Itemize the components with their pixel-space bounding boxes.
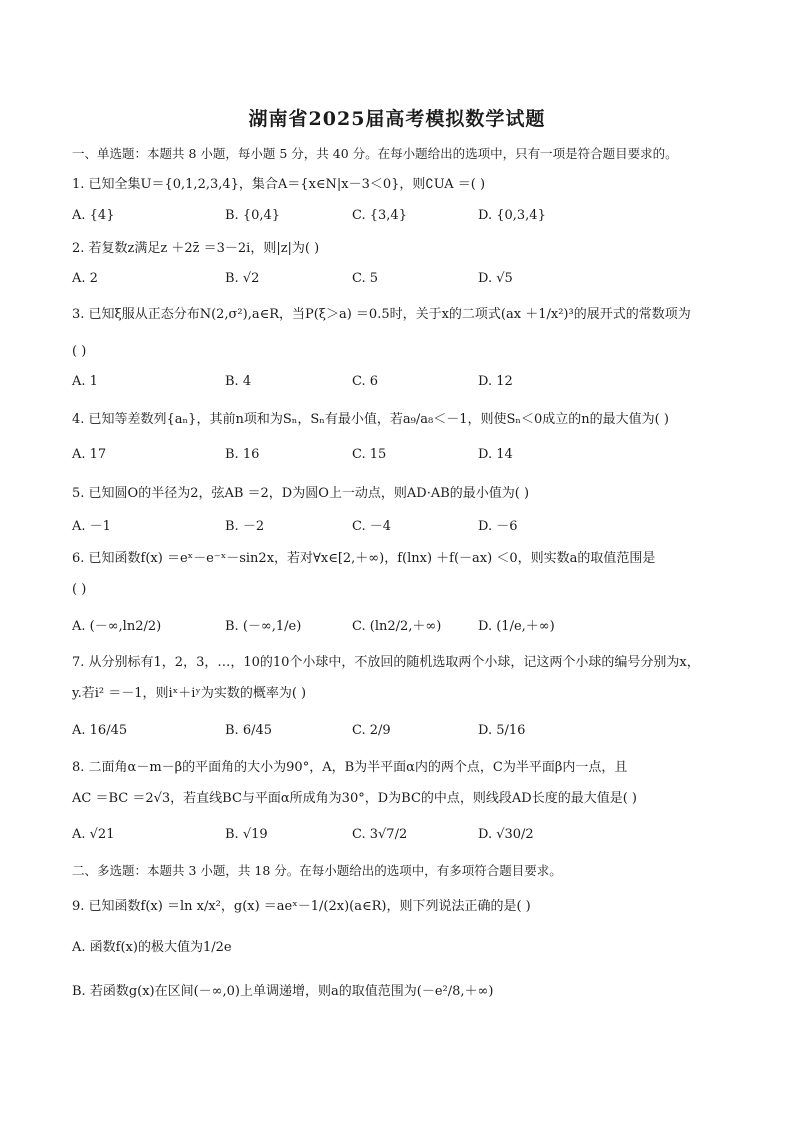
question-5-option-b: B. －2: [225, 519, 265, 534]
question-5-stem: 5. 已知圆O的半径为2，弦AB ＝2，D为圆O上一动点，则AD·AB的最小值为( ): [72, 486, 530, 501]
question-7-option-a: A. 16/45: [72, 723, 128, 738]
question-6-option-b: B. (－∞,1/e): [225, 619, 302, 634]
question-6-option-a: A. (－∞,ln2/2): [72, 619, 162, 634]
question-4-option-c: C. 15: [352, 447, 387, 462]
question-2-option-d: D. √5: [478, 271, 513, 286]
question-6-option-c: C. (ln2/2,＋∞): [352, 619, 442, 634]
question-3-option-b: B. 4: [225, 374, 252, 389]
question-1-option-c: C. {3,4}: [352, 208, 407, 223]
section-header-multiple-choice: 二、多选题：本题共 3 小题，共 18 分。在每小题给出的选项中，有多项符合题目要求。: [72, 863, 562, 878]
question-4-stem: 4. 已知等差数列{aₙ}，其前n项和为Sₙ，Sₙ有最小值，若a₉/a₈＜－1，则使Sₙ＜0成立的n的最大值为( ): [72, 412, 669, 427]
question-2-stem: 2. 若复数z满足z ＋2z̄ ＝3－2i，则|z|为( ): [72, 241, 320, 256]
page-title: 湖南省2025届高考模拟数学试题: [248, 108, 546, 130]
question-8-stem-cont: AC ＝BC ＝2√3，若直线BC与平面α所成角为30°，D为BC的中点，则线段AD长度的最大值是( ): [72, 791, 637, 806]
question-2-option-c: C. 5: [352, 271, 379, 286]
question-8-stem: 8. 二面角α－m－β的平面角的大小为90°，A，B为半平面α内的两个点，C为半平面β内一点，且: [72, 760, 628, 775]
question-8-option-d: D. √30/2: [478, 827, 534, 842]
question-6-stem: 6. 已知函数f(x) ＝eˣ－e⁻ˣ－sin2x，若对∀x∈[2,＋∞)，f(lnx) ＋f(－ax) ＜0，则实数a的取值范围是: [72, 551, 656, 566]
question-9-option-b: B. 若函数g(x)在区间(－∞,0)上单调递增，则a的取值范围为(－e²/8,＋∞): [72, 984, 494, 999]
question-1-option-b: B. {0,4}: [225, 208, 281, 223]
question-7-stem: 7. 从分别标有1，2，3，…，10的10个小球中，不放回的随机选取两个小球，记这两个小球的编号分别为x，: [72, 655, 700, 670]
question-5-option-a: A. －1: [72, 519, 111, 534]
question-7-option-d: D. 5/16: [478, 723, 526, 738]
question-3-stem-cont: ( ): [72, 344, 87, 359]
question-8-option-c: C. 3√7/2: [352, 827, 408, 842]
question-3-option-d: D. 12: [478, 374, 513, 389]
question-2-option-b: B. √2: [225, 271, 260, 286]
question-9-stem: 9. 已知函数f(x) ＝ln x/x²，g(x) ＝aeˣ－1/(2x)(a∈R)，则下列说法正确的是( ): [72, 899, 531, 914]
question-1-option-a: A. {4}: [72, 208, 115, 223]
question-1-option-d: D. {0,3,4}: [478, 208, 546, 223]
question-5-option-d: D. －6: [478, 519, 518, 534]
question-6-option-d: D. (1/e,＋∞): [478, 619, 555, 634]
section-header-single-choice: 一、单选题：本题共 8 小题，每小题 5 分，共 40 分。在每小题给出的选项中，只有一项是符合题目要求的。: [72, 146, 678, 161]
question-3-stem: 3. 已知ξ服从正态分布N(2,σ²),a∈R，当P(ξ＞a) ＝0.5时，关于x的二项式(ax ＋1/x²)³的展开式的常数项为: [72, 307, 691, 322]
question-4-option-a: A. 17: [72, 447, 107, 462]
question-8-option-a: A. √21: [72, 827, 115, 842]
question-1-stem: 1. 已知全集U＝{0,1,2,3,4}，集合A＝{x∈N|x－3＜0}，则∁UA ＝( ): [72, 177, 486, 192]
question-3-option-a: A. 1: [72, 374, 98, 389]
question-7-option-c: C. 2/9: [352, 723, 391, 738]
question-4-option-b: B. 16: [225, 447, 260, 462]
question-2-option-a: A. 2: [72, 271, 98, 286]
question-8-option-b: B. √19: [225, 827, 268, 842]
question-3-option-c: C. 6: [352, 374, 379, 389]
question-6-stem-cont: ( ): [72, 582, 87, 597]
question-7-stem-cont: y.若i² ＝－1，则iˣ＋iʸ为实数的概率为( ): [72, 686, 307, 701]
question-9-option-a: A. 函数f(x)的极大值为1/2e: [72, 940, 232, 955]
question-5-option-c: C. －4: [352, 519, 392, 534]
question-7-option-b: B. 6/45: [225, 723, 273, 738]
question-4-option-d: D. 14: [478, 447, 513, 462]
